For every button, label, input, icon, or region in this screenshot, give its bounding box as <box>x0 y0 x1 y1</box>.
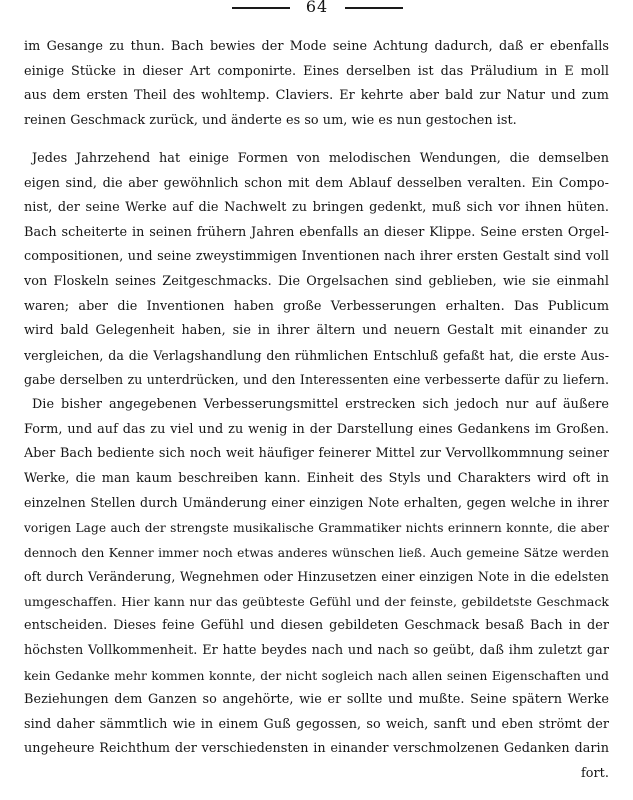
paragraph <box>24 393 609 787</box>
text-line: einzelnen Stellen durch Umänderung einer einzigen Note erhalten, gegen welche in ihrer <box>24 495 609 511</box>
text-line: einige Stücke in dieser Art componirte. Eines derselben ist das Präludium in E moll <box>24 63 609 79</box>
text-line: ungeheure Reichthum der verschiedensten in einander verschmolzenen Gedanken darin <box>24 741 609 757</box>
text-line: reinen Geschmack zurück, und änderte es so um, wie es nun gestochen ist. <box>24 112 517 128</box>
text-line: dennoch den Kenner immer noch etwas anderes wünschen ließ. Auch gemeine Sätze werden <box>24 545 609 560</box>
text-line: eigen sind, die aber gewöhnlich schon mit dem Ablauf desselben veralten. Ein Compo- <box>24 175 609 191</box>
text-line: Form, und auf das zu viel und zu wenig in der Darstellung eines Gedankens im Großen. <box>24 421 609 437</box>
text-line: sind daher sämmtlich wie in einem Guß gegossen, so weich, sanft und eben strömt der <box>24 716 609 732</box>
text-line: gabe derselben zu unterdrücken, und den Interessenten eine verbesserte dafür zu liefern. <box>24 372 609 388</box>
text-line: compositionen, und seine zweystimmigen Inventionen nach ihrer ersten Gestalt sind voll <box>24 249 609 265</box>
text-line: fort. <box>580 765 609 781</box>
text-line: höchsten Vollkommenheit. Er hatte beydes nach und nach so geübt, daß ihm zuletzt gar <box>24 642 609 658</box>
text-line: Aber Bach bediente sich noch weit häufiger feinerer Mittel zur Vervollkommnung seiner <box>24 446 609 462</box>
text-line: Die bisher angegebenen Verbesserungsmittel erstrecken sich jedoch nur auf äußere <box>32 397 609 412</box>
text-line: waren; aber die Inventionen haben große Verbesserungen erhalten. Das Publicum <box>24 298 609 314</box>
text-line: wird bald Gelegenheit haben, sie in ihrer ältern und neuern Gestalt mit einander zu <box>24 323 609 339</box>
text-line: im Gesange zu thun. Bach bewies der Mode seine Achtung dadurch, daß er ebenfalls <box>24 39 609 54</box>
paragraph <box>24 35 609 133</box>
text-line: oft durch Veränderung, Wegnehmen oder Hinzusetzen einer einzigen Note in die edelsten <box>24 569 609 585</box>
text-line: Beziehungen dem Ganzen so angehörte, wie er sollte und mußte. Seine spätern Werke <box>24 692 609 708</box>
header-rule-right <box>345 7 403 9</box>
text-line: Werke, die man kaum beschreiben kann. Einheit des Styls und Charakters wird oft in <box>24 470 609 486</box>
text-line: nist, der seine Werke auf die Nachwelt zu bringen gedenkt, muß sich vor ihnen hüten. <box>24 200 609 216</box>
text-line: umgeschaffen. Hier kann nur das geübteste Gefühl und der feinste, gebildetste Geschmack <box>24 593 609 609</box>
paragraph <box>24 147 609 393</box>
header-rule-left <box>232 7 290 9</box>
text-line: entscheiden. Dieses feine Gefühl und diesen gebildeten Geschmack besaß Bach in der <box>24 618 609 634</box>
text-line: kein Gedanke mehr kommen konnte, der nicht sogleich nach allen seinen Eigenschaften und <box>24 668 609 683</box>
text-line: Jedes Jahrzehend hat einige Formen von melodischen Wendungen, die demselben <box>32 151 609 166</box>
page-number: 64 <box>305 0 329 16</box>
text-line: von Floskeln seines Zeitgeschmacks. Die Orgelsachen sind geblieben, wie sie einmahl <box>24 273 609 289</box>
text-line: vergleichen, da die Verlagshandlung den rühmlichen Entschluß gefaßt hat, die erste Aus- <box>24 347 609 363</box>
text-line: vorigen Lage auch der strengste musikalische Grammatiker nichts erinnern konnte, die aber <box>24 520 609 535</box>
text-line: Bach scheiterte in seinen frühern Jahren ebenfalls an dieser Klippe. Seine ersten Orgel- <box>24 224 609 240</box>
text-line: aus dem ersten Theil des wohltemp. Claviers. Er kehrte aber bald zur Natur und zum <box>24 88 609 104</box>
